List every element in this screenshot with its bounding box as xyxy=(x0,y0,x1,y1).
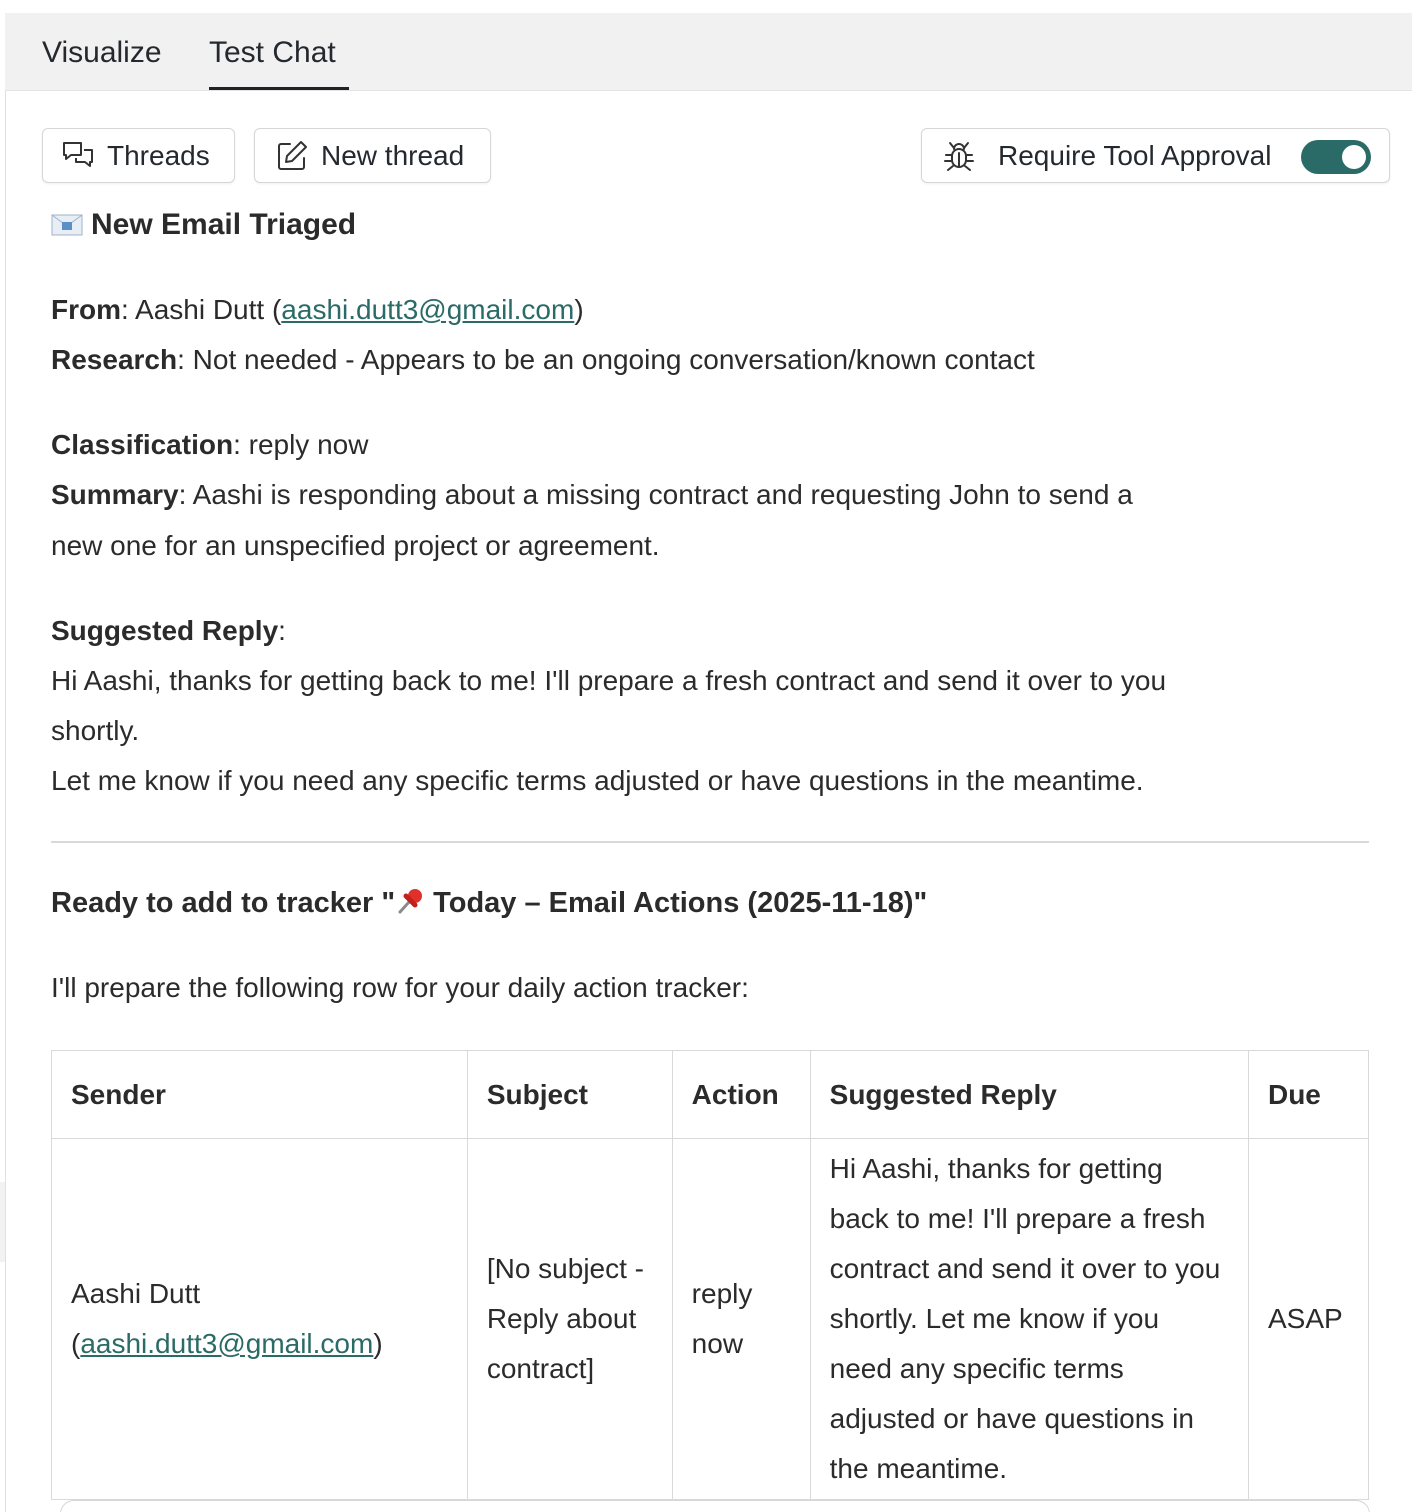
cell-action: reply now xyxy=(672,1139,810,1500)
table-header-row xyxy=(52,1051,1369,1139)
summary-line-2: new one for an unspecified project or agreement. xyxy=(51,530,660,561)
threads-label: Threads xyxy=(107,139,210,171)
new-thread-button[interactable] xyxy=(254,128,491,183)
suggested-reply-colon: : xyxy=(278,615,286,646)
edit-icon xyxy=(275,139,309,173)
classification-label: Classification xyxy=(51,429,234,460)
tracker-intro: I'll prepare the following row for your daily action tracker: xyxy=(51,972,749,1003)
tracker-heading xyxy=(51,880,927,926)
toggle-knob xyxy=(1342,145,1366,169)
column-header-action: Action xyxy=(672,1051,810,1139)
sender-open: ( xyxy=(71,1328,81,1359)
summary-text-1: : Aashi is responding about a missing contract and requesting John to send a xyxy=(178,479,1133,510)
sender-name: Aashi Dutt xyxy=(71,1278,201,1309)
from-line: From: Aashi Dutt (aashi.dutt3@gmail.com) xyxy=(51,294,584,325)
email-icon xyxy=(51,205,83,227)
research-label: Research xyxy=(51,344,178,375)
from-close: ) xyxy=(574,294,584,325)
chat-input-box[interactable] xyxy=(60,1500,1370,1512)
require-tool-approval-toggle[interactable] xyxy=(1301,140,1371,174)
threads-button[interactable] xyxy=(42,128,235,183)
sender-email-link[interactable]: aashi.dutt3@gmail.com xyxy=(80,1328,374,1359)
research-value: : Not needed - Appears to be an ongoing conversation/known contact xyxy=(177,344,1035,375)
reply-line-3: Let me know if you need any specific terms adjusted or have questions in the meantime. xyxy=(51,765,1144,796)
panel-left-border xyxy=(5,13,6,1512)
cell-suggested-reply: Hi Aashi, thanks for getting back to me! I'll prepare a fresh contract and send it over to you shortly. Let me know if you need any specific terms adjusted or have questions in the meantime. xyxy=(810,1139,1248,1500)
column-header-subject: Subject xyxy=(467,1051,672,1139)
bug-icon xyxy=(942,139,976,173)
column-header-sender: Sender xyxy=(52,1051,468,1139)
pushpin-icon xyxy=(395,884,425,914)
new-thread-label: New thread xyxy=(321,139,465,171)
panel-resize-handle[interactable] xyxy=(0,1182,5,1262)
research-line xyxy=(51,335,1035,385)
from-email-link[interactable]: aashi.dutt3@gmail.com xyxy=(281,294,575,325)
cell-subject: [No subject - Reply about contract] xyxy=(467,1139,672,1500)
tracker-table xyxy=(51,1050,1369,1500)
cell-due: ASAP xyxy=(1248,1139,1368,1500)
heading-text: New Email Triaged xyxy=(91,208,357,241)
threads-icon xyxy=(61,139,95,173)
sender-close: ) xyxy=(373,1328,383,1359)
require-tool-approval-control xyxy=(921,128,1390,183)
tab-test-chat[interactable]: Test Chat xyxy=(209,36,336,69)
tab-visualize[interactable]: Visualize xyxy=(42,36,162,69)
classification-value: : reply now xyxy=(233,429,369,460)
tracker-prefix: Ready to add to tracker " xyxy=(51,887,396,919)
summary-line xyxy=(51,470,1133,520)
column-header-due: Due xyxy=(1248,1051,1368,1139)
message-heading xyxy=(51,203,356,247)
summary-label: Summary xyxy=(51,479,179,510)
classification-line xyxy=(51,420,368,470)
from-label: From xyxy=(51,294,121,325)
from-name: Aashi Dutt ( xyxy=(135,294,282,325)
tab-bar xyxy=(5,13,1412,91)
reply-line-2: shortly. xyxy=(51,715,140,746)
cell-sender xyxy=(52,1139,468,1500)
tracker-title: Today – Email Actions (2025-11-18)" xyxy=(425,887,928,919)
column-header-suggested-reply: Suggested Reply xyxy=(810,1051,1248,1139)
divider xyxy=(51,841,1369,843)
window-top-strip xyxy=(0,0,1412,13)
suggested-reply-heading xyxy=(51,606,286,656)
active-tab-indicator xyxy=(209,87,349,90)
require-tool-approval-label: Require Tool Approval xyxy=(998,139,1272,171)
reply-line-1: Hi Aashi, thanks for getting back to me! I'll prepare a fresh contract and send it over to you xyxy=(51,665,1167,696)
table-row xyxy=(52,1139,1369,1500)
suggested-reply-label: Suggested Reply xyxy=(51,615,279,646)
